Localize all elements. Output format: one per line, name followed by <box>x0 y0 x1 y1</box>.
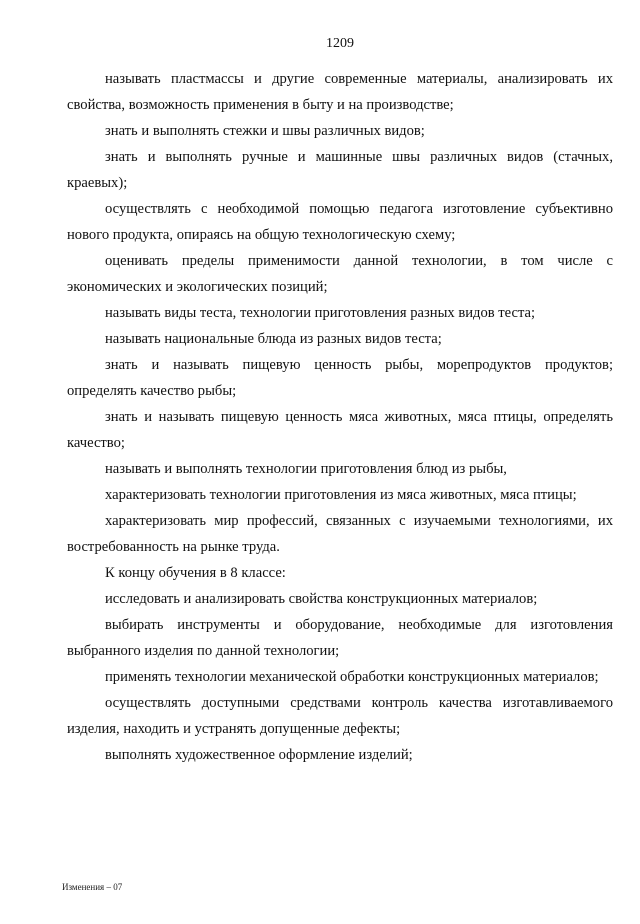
paragraph: знать и называть пищевую ценность рыбы, морепродуктов продуктов; определять качество рыбы; <box>67 357 613 399</box>
paragraph: выполнять художественное оформление изделий; <box>105 747 413 763</box>
paragraph: оценивать пределы применимости данной технологии, в том числе с экономических и экологических позиций; <box>67 253 613 295</box>
paragraph: осуществлять доступными средствами контроль качества изготавливаемого изделия, находить и устранять допущенные дефекты; <box>67 695 613 737</box>
paragraph: называть национальные блюда из разных видов теста; <box>105 331 442 347</box>
paragraph: осуществлять с необходимой помощью педагога изготовление субъективно нового продукта, опираясь на общую технологическую схему; <box>67 201 613 243</box>
section-heading: К концу обучения в 8 классе: <box>105 565 286 581</box>
paragraph: знать и выполнять ручные и машинные швы различных видов (стачных, краевых); <box>67 149 613 191</box>
paragraph: знать и выполнять стежки и швы различных видов; <box>105 123 425 139</box>
paragraph: исследовать и анализировать свойства конструкционных материалов; <box>105 591 538 607</box>
page-number: 1209 <box>326 36 354 51</box>
paragraph: называть пластмассы и другие современные материалы, анализировать их свойства, возможность применения в быту и на производстве; <box>67 71 613 113</box>
paragraph: знать и называть пищевую ценность мяса животных, мяса птицы, определять качество; <box>67 409 613 451</box>
paragraph: называть виды теста, технологии приготовления разных видов теста; <box>105 305 536 321</box>
paragraph: характеризовать технологии приготовления из мяса животных, мяса птицы; <box>105 487 577 503</box>
paragraph: применять технологии механической обработки конструкционных материалов; <box>105 669 599 685</box>
footer-note: Изменения – 07 <box>62 882 123 892</box>
paragraph: выбирать инструменты и оборудование, необходимые для изготовления выбранного изделия по данной технологии; <box>67 617 613 659</box>
paragraph: называть и выполнять технологии приготовления блюд из рыбы, <box>105 461 507 477</box>
paragraph: характеризовать мир профессий, связанных с изучаемыми технологиями, их востребованность на рынке труда. <box>67 513 613 555</box>
document-body <box>67 66 613 768</box>
